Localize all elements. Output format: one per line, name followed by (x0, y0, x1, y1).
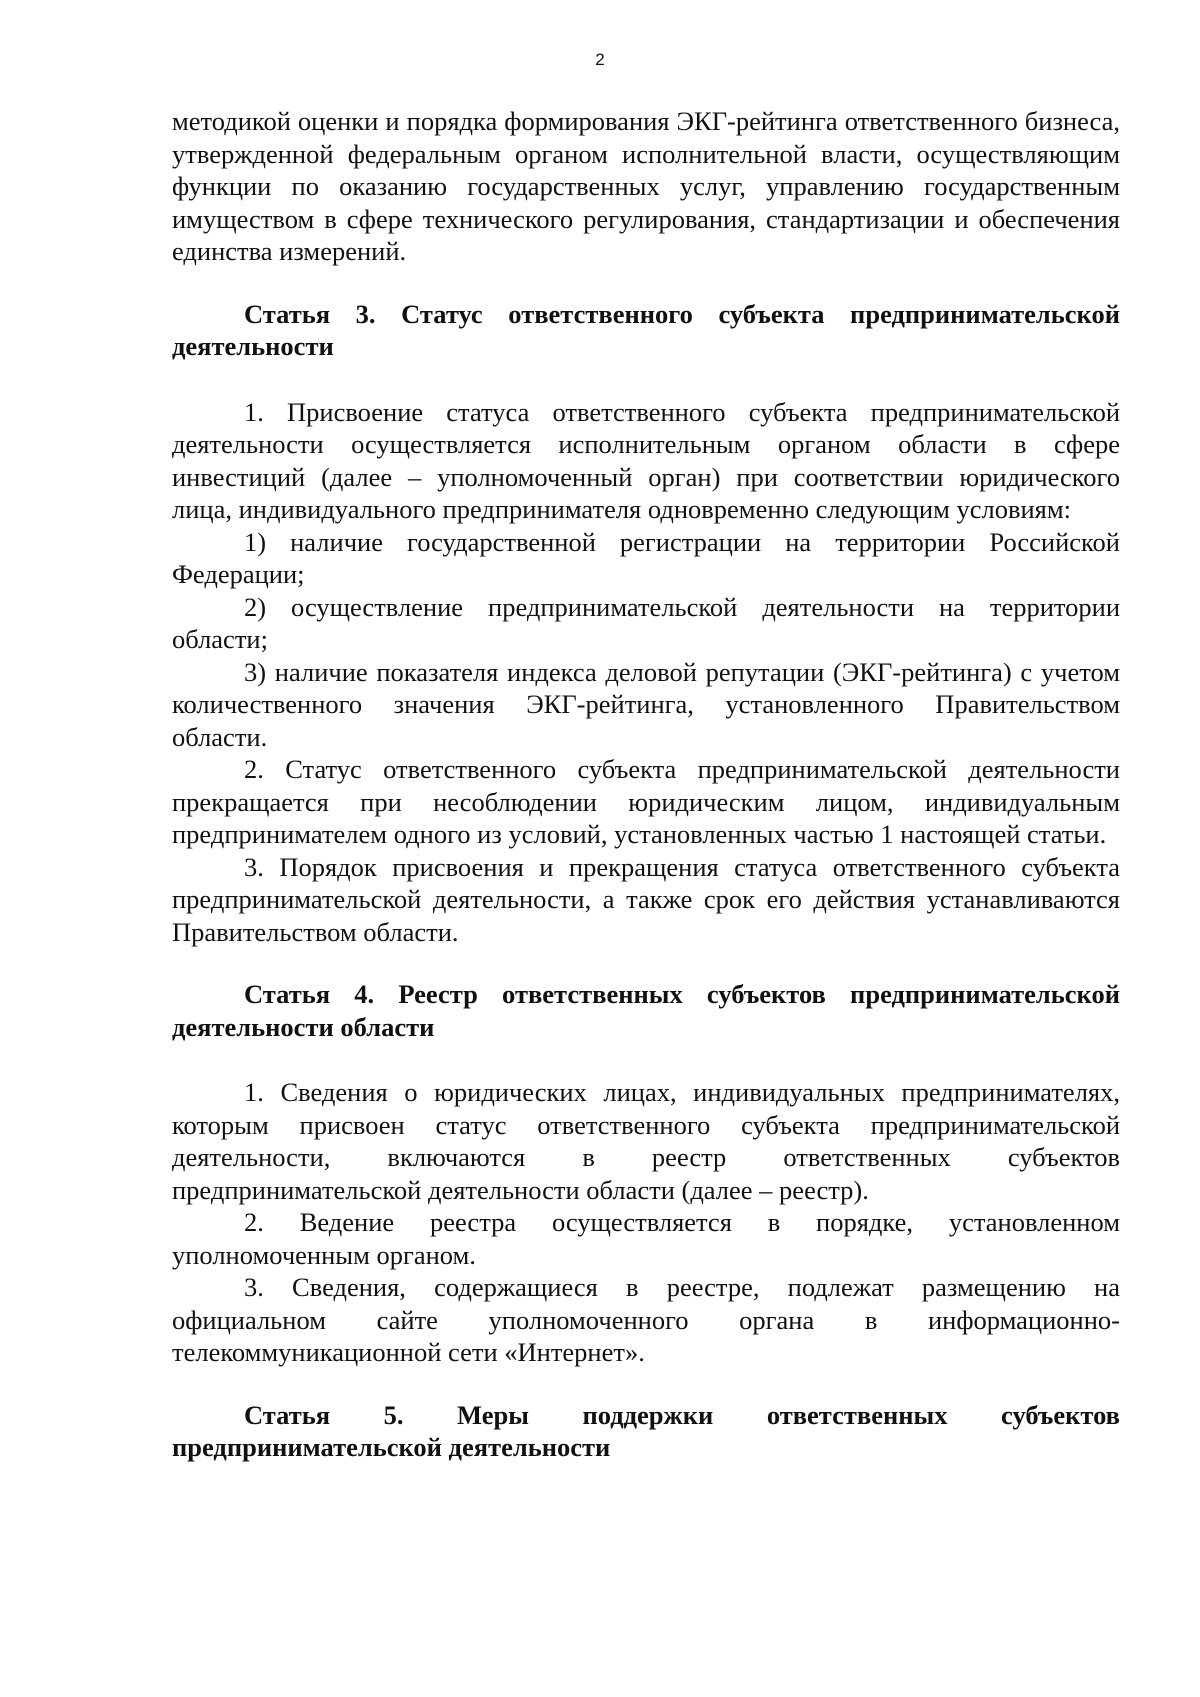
article-3-paragraph: 1. Присвоение статуса ответственного субъекта предпринимательской деятельности осуществляется исполнительным органом области в сфере инвестиций (далее – уполномоченный орган) при соответствии юридического лица, индивидуального предпринимателя одновременно следующим условиям: (172, 396, 1120, 524)
article-3-paragraph: 2. Статус ответственного субъекта предпринимательской деятельности прекращается при несоблюдении юридическим лицом, индивидуальным предпринимателем одного из условий, установленных частью 1 настоящей статьи. (172, 754, 1120, 849)
article-3-heading: Статья 3. Статус ответственного субъекта предпринимательской деятельности (172, 298, 1120, 361)
article-3-paragraph: 1) наличие государственной регистрации на территории Российской Федерации; (172, 526, 1120, 589)
article-4-paragraph: 3. Сведения, содержащиеся в реестре, подлежат размещению на официальном сайте уполномоченного органа в информационно-телекоммуникационной сети «Интернет». (172, 1272, 1120, 1367)
article-4-paragraph: 1. Сведения о юридических лицах, индивидуальных предпринимателях, которым присвоен статус ответственного субъекта предпринимательской деятельности, включаются в реестр ответственных субъектов предпринимательской деятельности области (далее – реестр). (172, 1077, 1120, 1205)
article-4-heading: Статья 4. Реестр ответственных субъектов предпринимательской деятельности области (172, 979, 1120, 1042)
article-3-paragraph: 3) наличие показателя индекса деловой репутации (ЭКГ-рейтинга) с учетом количественного значения ЭКГ-рейтинга, установленного Правительством области. (172, 656, 1120, 752)
page-number: 2 (595, 50, 605, 69)
intro-paragraph: методикой оценки и порядка формирования ЭКГ-рейтинга ответственного бизнеса, утвержденной федеральным органом исполнительной власти, осуществляющим функции по оказанию государственных услуг, управлению государственным имуществом в сфере технического регулирования, стандартизации и обеспечения единства измерений. (172, 106, 1120, 266)
article-4-paragraph: 2. Ведение реестра осуществляется в порядке, установленном уполномоченным органом. (172, 1207, 1120, 1270)
article-5-heading: Статья 5. Меры поддержки ответственных субъектов предпринимательской деятельности (172, 1399, 1120, 1462)
article-3-paragraph: 2) осуществление предпринимательской деятельности на территории области; (172, 591, 1120, 654)
document-body (172, 105, 1120, 1464)
article-3-paragraph: 3. Порядок присвоения и прекращения статуса ответственного субъекта предпринимательской деятельности, а также срок его действия устанавливаются Правительством области. (172, 851, 1120, 947)
